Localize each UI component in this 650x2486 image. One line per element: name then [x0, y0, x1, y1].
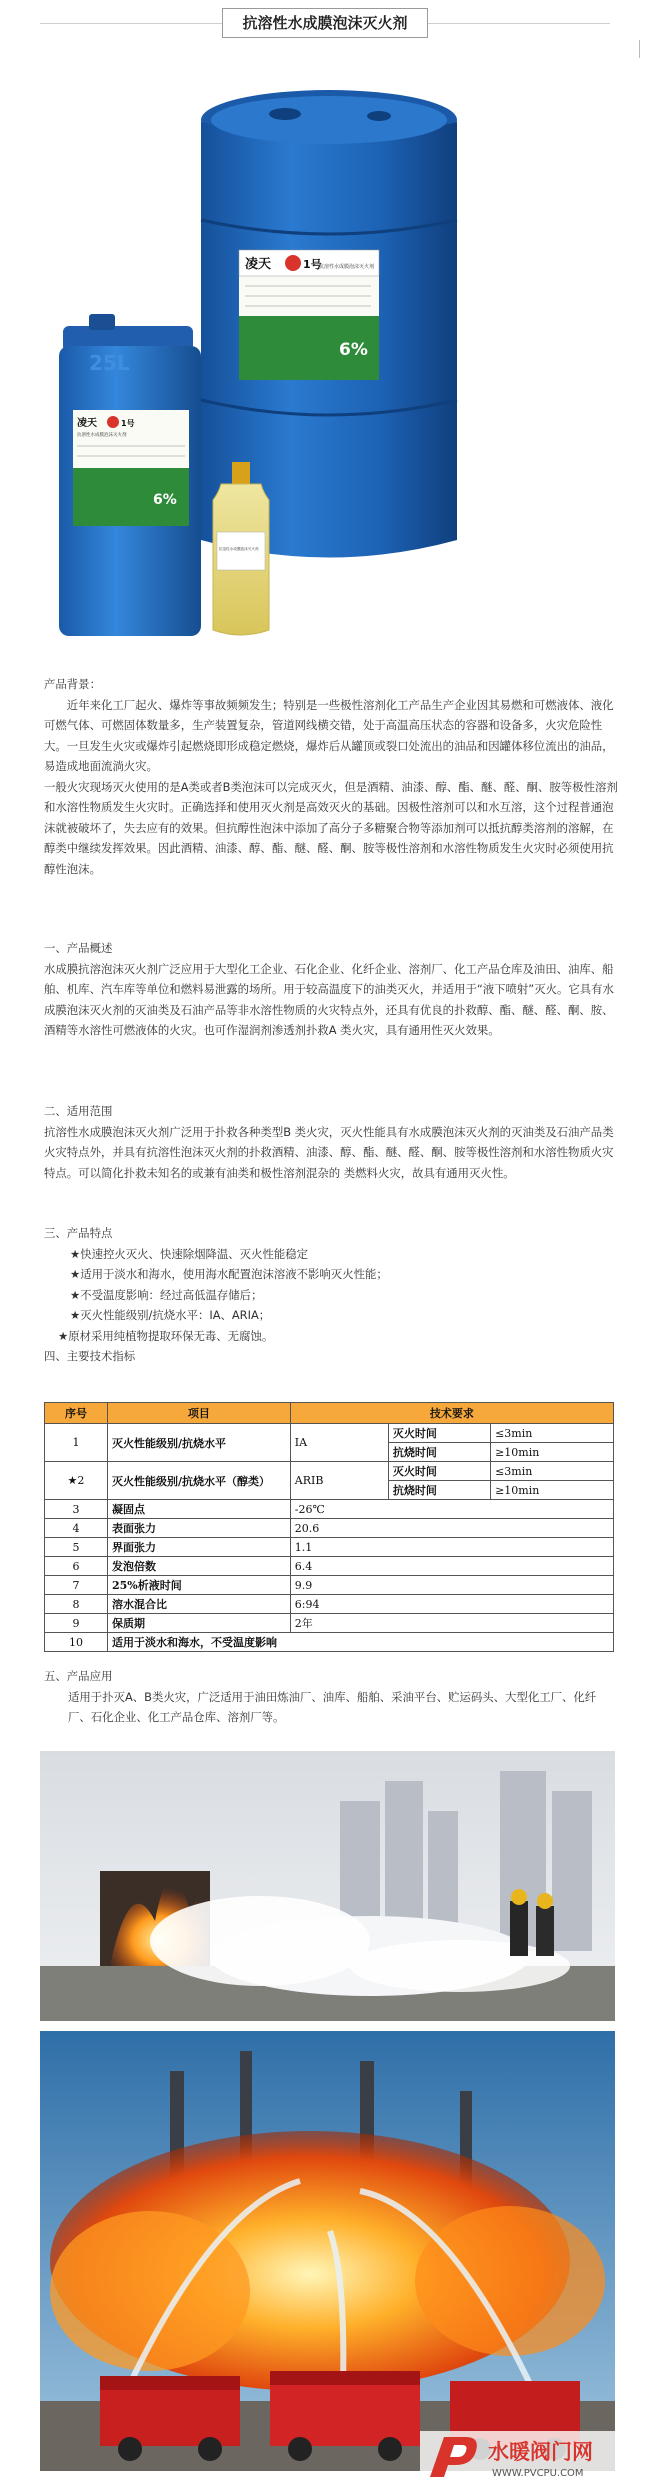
drum-logo-icon: [285, 255, 301, 271]
scope-section: [44, 1101, 618, 1183]
row-key: 灭火时间: [388, 1424, 490, 1443]
drum-brand: 凌天: [245, 257, 272, 272]
row-value: 9.9: [290, 1576, 613, 1595]
sample-bottle: [213, 462, 269, 635]
feature-item: ★灭火性能级别/抗烧水平：IA、ARIA；: [70, 1308, 271, 1322]
row-no: 9: [45, 1614, 108, 1633]
row-value: ≥10min: [491, 1481, 614, 1500]
spec-table: [44, 1402, 614, 1652]
row-value: 2年: [290, 1614, 613, 1633]
application-section: [44, 1666, 618, 1728]
table-row: [45, 1424, 614, 1443]
row-item: 溶水混合比: [107, 1595, 290, 1614]
background-heading: 产品背景：: [44, 677, 101, 691]
row-no: ★2: [45, 1462, 108, 1500]
product-photo: [49, 70, 604, 652]
overview-paragraph: 水成膜抗溶泡沫灭火剂广泛应用于大型化工企业、石化企业、化纤企业、溶剂厂、化工产品仓库及油田、油库、船舶、机库、汽车库等单位和燃料易泄露的场所。用于较高温度下的油类灭火，并适用于“液下喷射”灭火。它具有水成膜泡沫灭火剂的灭油类及石油产品等非水溶性物质的火灾特点外，还具有优良的扑救醇、酯、醚、醛、酮、胺、酒精等水溶性可燃液体的火灾。也可作湿润剂渗透剂扑救A 类火灾，具有通用性灭火效果。: [44, 961, 614, 1037]
table-row: [45, 1595, 614, 1614]
overview-heading: 一、产品概述: [44, 941, 113, 955]
row-value: ≤3min: [491, 1424, 614, 1443]
overview-section: [44, 938, 618, 1041]
row-text: 适用于淡水和海水，不受温度影响: [107, 1633, 613, 1652]
drum-concentration: 6%: [339, 340, 368, 360]
feature-item: ★快速控火灭火、快速除烟降温、灭火性能稳定: [70, 1246, 309, 1261]
row-item: 保质期: [107, 1614, 290, 1633]
jug-volume: 25L: [89, 351, 130, 375]
row-value: -26℃: [290, 1500, 613, 1519]
header-no: 序号: [45, 1403, 108, 1424]
scope-paragraph: 抗溶性水成膜泡沫灭火剂广泛用于扑救各种类型B 类火灾，灭火性能具有水成膜泡沫灭火剂的灭油类及石油产品类火灾特点外，并具有抗溶性泡沫灭火剂的扑救酒精、油漆、醇、酯、醚、醛、酮、胺等极性溶剂和水溶性物质火灾特点。可以简化扑救未知名的或兼有油类和极性溶剂混杂的 类燃料火灾，故具有通用灭火性。: [44, 1124, 614, 1180]
jug-brand-num: 1号: [121, 419, 135, 428]
jug-logo-icon: [107, 416, 119, 428]
small-jug: [59, 314, 201, 636]
header-requirement: 技术要求: [290, 1403, 613, 1424]
row-key: 灭火时间: [388, 1462, 490, 1481]
row-no: 8: [45, 1595, 108, 1614]
jug-concentration: 6%: [153, 492, 177, 508]
jug-label-text: 抗溶性水成膜泡沫灭火剂: [77, 433, 127, 438]
row-item: 界面张力: [107, 1538, 290, 1557]
table-row: [45, 1614, 614, 1633]
row-key: 抗烧时间: [388, 1481, 490, 1500]
feature-item: ★原材采用纯植物提取环保无毒、无腐蚀。: [58, 1328, 274, 1343]
background-paragraph-1: 近年来化工厂起火、爆炸等事故频频发生；特别是一些极性溶剂化工产品生产企业因其易燃和可燃液体、液化可燃气体、可燃固体数量多，生产装置复杂，管道网线横交错，处于高温高压状态的容器和设备多，火灾危险性大。一旦发生火灾或爆炸引起燃烧即形成稳定燃烧，爆炸后从罐顶或裂口处流出的油品和因罐体移位流出的油品，易造成地面流淌火灾。: [44, 697, 614, 773]
row-item: 发泡倍数: [107, 1557, 290, 1576]
row-standard: IA: [290, 1424, 388, 1462]
row-key: 抗烧时间: [388, 1443, 490, 1462]
refinery-fire-photo: [40, 2031, 615, 2471]
row-no: 6: [45, 1557, 108, 1576]
features-heading: 三、产品特点: [44, 1226, 113, 1240]
drum-brand-num: 1号: [303, 258, 322, 271]
watermark-name: 水暖阀门网: [488, 2440, 593, 2464]
row-item: 灭火性能级别/抗烧水平: [107, 1424, 290, 1462]
row-value: 6:94: [290, 1595, 613, 1614]
row-no: 5: [45, 1538, 108, 1557]
row-no: 1: [45, 1424, 108, 1462]
row-value: 6.4: [290, 1557, 613, 1576]
table-row: [45, 1519, 614, 1538]
feature-item: ★不受温度影响：经过高低温存储后；: [70, 1287, 263, 1302]
application-heading: 五、产品应用: [44, 1669, 113, 1683]
watermark: [420, 2431, 646, 2483]
scope-heading: 二、适用范围: [44, 1104, 113, 1118]
row-item: 灭火性能级别/抗烧水平（醇类）: [107, 1462, 290, 1500]
drum-label-text: 抗溶性水成膜泡沫灭火剂: [319, 264, 375, 270]
foam-test-photo: [40, 1751, 615, 2021]
table-row: [45, 1557, 614, 1576]
row-value: ≤3min: [491, 1462, 614, 1481]
table-row: [45, 1500, 614, 1519]
row-standard: ARIB: [290, 1462, 388, 1500]
feature-item: ★适用于淡水和海水，使用海水配置泡沫溶液不影响灭火性能；: [70, 1267, 388, 1281]
row-no: 3: [45, 1500, 108, 1519]
table-row: [45, 1462, 614, 1481]
jug-brand: 凌天: [77, 418, 97, 429]
application-paragraph: 适用于扑灭A、B类火灾，广泛适用于油田炼油厂、油库、船舶、采油平台、贮运码头、大型化工厂、化纤厂、石化企业、化工产品仓库、溶剂厂等。: [68, 1689, 597, 1724]
row-value: 1.1: [290, 1538, 613, 1557]
row-value: ≥10min: [491, 1443, 614, 1462]
page-title: 抗溶性水成膜泡沫灭火剂: [222, 8, 428, 38]
spec-table-header: [45, 1403, 614, 1424]
table-row: [45, 1538, 614, 1557]
bottle-label: 抗溶性水成膜泡沫灭火剂: [219, 547, 259, 551]
row-no: 10: [45, 1633, 108, 1652]
row-item: 25%析液时间: [107, 1576, 290, 1595]
edge-mark: [639, 40, 650, 58]
background-paragraph-2: 一般火灾现场灭火使用的是A类或者B类泡沫可以完成灭火，但是酒精、油漆、醇、酯、醚、醛、酮、胺等极性溶剂和水溶性物质发生火灾时。正确选择和使用灭火剂是高效灭火的基础。因极性溶剂可以和水互溶，这个过程普通泡沫就被破坏了，失去应有的效果。但抗醇性泡沫中添加了高分子多糖聚合物等添加剂可以抵抗醇类溶剂的溶解，在醇类中继续发挥效果。因此酒精、油漆、醇、酯、醚、醛、酮、胺等极性溶剂和水溶性物质发生火灾时必须使用抗醇性泡沫。: [44, 779, 618, 876]
row-no: 7: [45, 1576, 108, 1595]
table-row: [45, 1633, 614, 1652]
row-value: 20.6: [290, 1519, 613, 1538]
background-section: [44, 674, 618, 879]
title-bar: [0, 4, 650, 42]
header-item: 项目: [107, 1403, 290, 1424]
watermark-url: WWW.PVCPU.COM: [492, 2468, 584, 2479]
features-section: [44, 1223, 618, 1367]
table-row: [45, 1576, 614, 1595]
row-item: 表面张力: [107, 1519, 290, 1538]
specs-heading: 四、主要技术指标: [44, 1349, 136, 1363]
row-item: 凝固点: [107, 1500, 290, 1519]
row-no: 4: [45, 1519, 108, 1538]
